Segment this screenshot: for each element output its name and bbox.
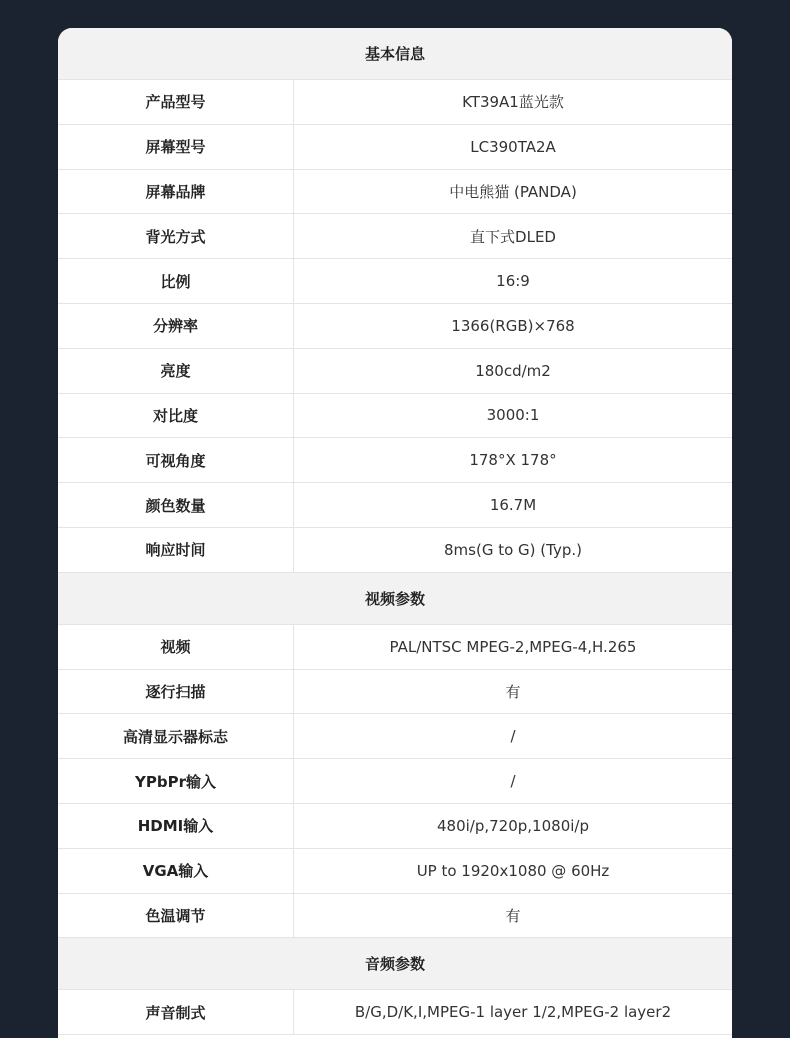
row-label: 亮度 — [58, 349, 294, 393]
row-label: 颜色数量 — [58, 483, 294, 527]
row-label: HDMI输入 — [58, 804, 294, 848]
table-row — [58, 170, 732, 215]
row-value: 480i/p,720p,1080i/p — [437, 816, 589, 835]
table-row — [58, 80, 732, 125]
table-row — [58, 759, 732, 804]
table-row — [58, 894, 732, 939]
row-label: 屏幕型号 — [58, 125, 294, 169]
spec-table-card — [58, 28, 732, 1038]
row-label: 视频 — [58, 625, 294, 669]
row-value: KT39A1蓝光款 — [462, 93, 564, 112]
table-row — [58, 214, 732, 259]
row-value: 1366(RGB)×768 — [451, 316, 575, 335]
row-label: 声音制式 — [58, 990, 294, 1034]
row-value: 有 — [505, 906, 521, 925]
row-value: 有 — [505, 682, 521, 701]
row-value: 16.7M — [489, 496, 537, 515]
table-row — [58, 125, 732, 170]
section-header-audio-params: 音频参数 — [58, 938, 732, 990]
row-value: LC390TA2A — [470, 137, 556, 156]
row-value: 178°X 178° — [469, 451, 557, 470]
row-value: UP to 1920x1080 @ 60Hz — [416, 861, 610, 880]
table-row — [58, 625, 732, 670]
row-label: YPbPr输入 — [58, 759, 294, 803]
row-label: 比例 — [58, 259, 294, 303]
row-label: 对比度 — [58, 394, 294, 438]
row-value: 中电熊猫 (PANDA) — [449, 182, 577, 201]
table-row — [58, 259, 732, 304]
table-row — [58, 670, 732, 715]
row-label: 分辨率 — [58, 304, 294, 348]
table-row — [58, 349, 732, 394]
row-value: 直下式DLED — [470, 227, 556, 246]
row-value: PAL/NTSC MPEG-2,MPEG-4,H.265 — [389, 637, 637, 656]
row-label: 屏幕品牌 — [58, 170, 294, 214]
section-header-basic-info: 基本信息 — [58, 28, 732, 80]
row-label: VGA输入 — [58, 849, 294, 893]
table-row — [58, 804, 732, 849]
section-header-video-params: 视频参数 — [58, 573, 732, 625]
row-label: 响应时间 — [58, 528, 294, 572]
row-value: B/G,D/K,I,MPEG-1 layer 1/2,MPEG-2 layer2 — [354, 1003, 672, 1022]
row-label: 逐行扫描 — [58, 670, 294, 714]
table-row — [58, 394, 732, 439]
row-label: 高清显示器标志 — [58, 714, 294, 758]
row-value: / — [510, 772, 516, 791]
row-value: 16:9 — [496, 272, 530, 291]
row-value: / — [510, 727, 516, 746]
row-label: 可视角度 — [58, 438, 294, 482]
table-row — [58, 990, 732, 1035]
table-row — [58, 483, 732, 528]
row-value: 180cd/m2 — [475, 361, 551, 380]
table-row — [58, 528, 732, 573]
row-value: 3000:1 — [486, 406, 540, 425]
table-row — [58, 304, 732, 349]
row-label: 背光方式 — [58, 214, 294, 258]
row-value: 8ms(G to G) (Typ.) — [444, 540, 582, 559]
row-label: 色温调节 — [58, 894, 294, 938]
table-row — [58, 714, 732, 759]
table-row — [58, 849, 732, 894]
table-row — [58, 438, 732, 483]
row-label: 产品型号 — [58, 80, 294, 124]
